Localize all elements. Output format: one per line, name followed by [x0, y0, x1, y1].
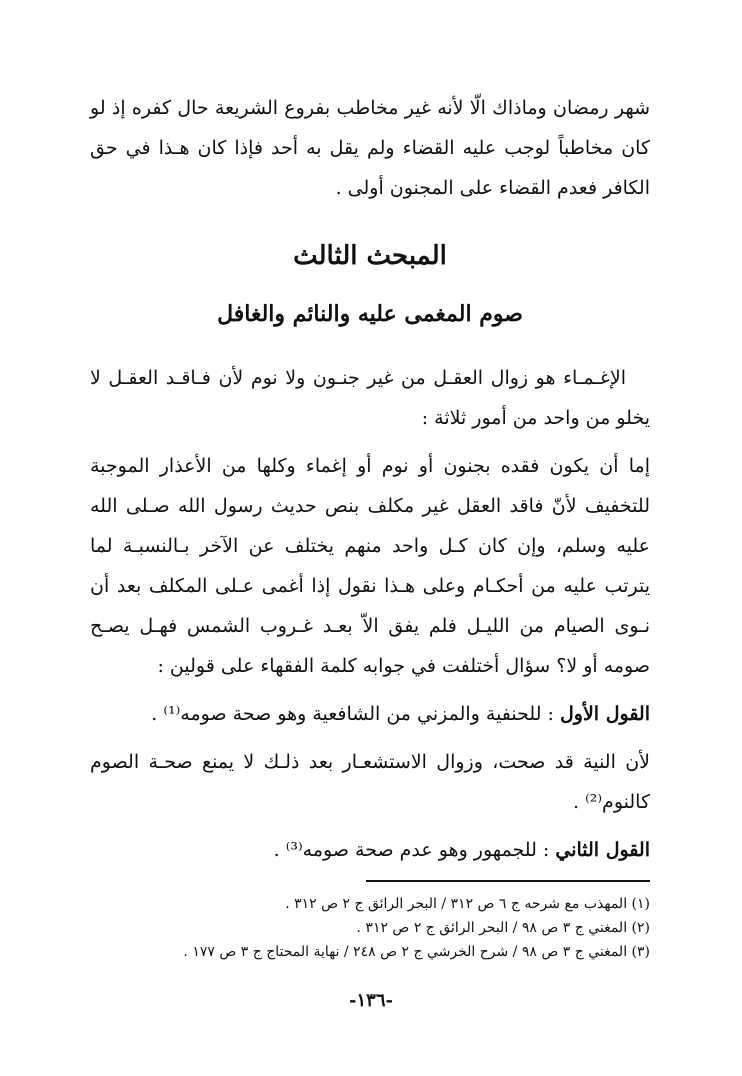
causes-paragraph: إما أن يكون فقده بجنون أو نوم أو إغماء وكلها من الأعذار الموجبة للتخفيف لأنّ فاقد العقل غير مكلف بنص حديث رسول الله صـلى الله عليه وسلم، وإن كان كـل واحد منهم يختلف عن الآخر بـالنسبـة لما يترتب عليه من أحكـام وعلى هـذا نقول إذا أغمى عـلى المكلف بعد أن نـوى الصيام من الليـل فلم يفق الاّ بعـد غـروب الشمس فهـل يصـح صومه أو لا؟ سؤال أختلفت في جوابه كلمة الفقهاء على قولين : [90, 455, 650, 677]
section-title: المبحث الثالث [293, 241, 447, 271]
second-opinion-text: : للجمهور وهو عدم صحة صومه⁽³⁾ . [273, 839, 550, 861]
footnote-divider [366, 880, 650, 882]
second-opinion [90, 830, 650, 870]
first-opinion-text: : للحنفية والمزني من الشافعية وهو صحة صومه⁽¹⁾ . [151, 703, 554, 725]
reason-paragraph: لأن النية قد صحت، وزوال الاستشعـار بعد ذلـك لا يمنع صحـة الصوم كالنوم⁽²⁾ . [90, 751, 650, 813]
section-subtitle: صوم المغمى عليه والنائم والغافل [217, 301, 523, 327]
footnote-3: (٣) المغني ج ٣ ص ٩٨ / شرح الخرشي ج ٢ ص ٢٤٨ / نهاية المحتاج ج ٣ ص ١٧٧ . [183, 944, 650, 960]
intro-paragraph: شهر رمضان وماذاك الّا لأنه غير مخاطب بفروع الشريعة حال كفره إذ لو كان مخاطباً لوجب عليه القضاء ولم يقل به أحد فإذا كان هـذا في حق الكافر فعدم القضاء على المجنون أولى . [90, 97, 650, 199]
page-number: -١٣٦- [349, 990, 393, 1011]
first-opinion [90, 694, 650, 734]
footnote-1: (١) المهذب مع شرحه ج ٦ ص ٣١٢ / البحر الرائق ج ٢ ص ٣١٢ . [285, 896, 650, 912]
first-opinion-label: القول الأول [559, 703, 650, 725]
second-opinion-label: القول الثاني [555, 839, 650, 861]
page-body [90, 88, 650, 964]
definition-paragraph: الإغـمـاء هو زوال العقـل من غير جنـون ولا نوم لأن فـاقـد العقـل لا يخلو من واحد من أمور ثلاثة : [90, 367, 650, 429]
footnote-2: (٢) المغني ج ٣ ص ٩٨ / البحر الرائق ج ٢ ص ٣١٢ . [356, 920, 650, 936]
